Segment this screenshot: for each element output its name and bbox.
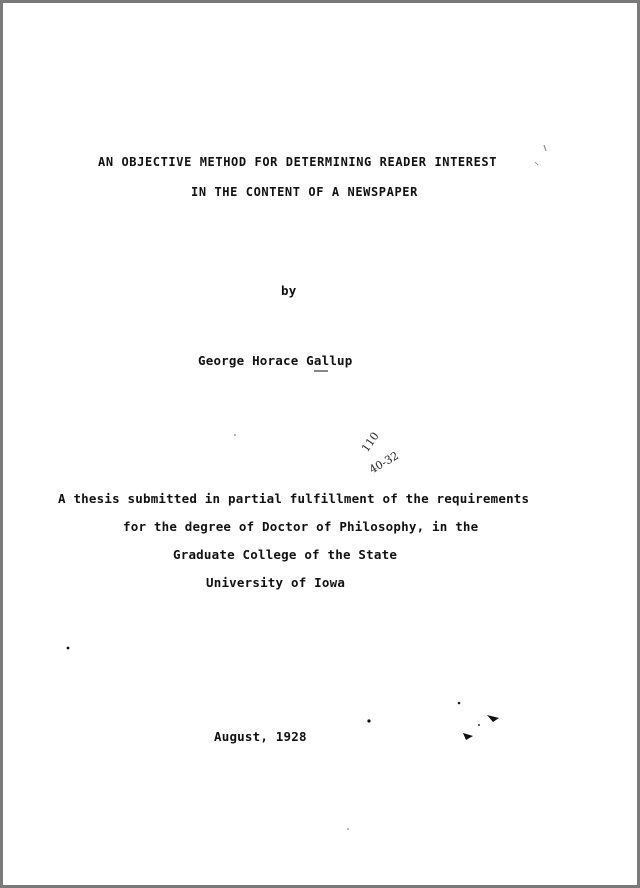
ink-blot xyxy=(463,733,473,740)
date-line: August, 1928 xyxy=(214,729,307,744)
ink-speck xyxy=(67,647,70,650)
handwritten-note-top: 110 xyxy=(359,429,382,455)
thesis-line-1: A thesis submitted in partial fulfillment of the requirements xyxy=(58,491,530,506)
ink-blot xyxy=(487,715,499,722)
thesis-line-4: University of Iowa xyxy=(206,575,346,590)
ink-speck xyxy=(367,719,370,722)
pencil-mark xyxy=(544,145,546,151)
title-line-2: IN THE CONTENT OF A NEWSPAPER xyxy=(191,185,418,199)
thesis-line-2: for the degree of Doctor of Philosophy, in the xyxy=(123,519,479,534)
title-line-1: AN OBJECTIVE METHOD FOR DETERMINING READER INTEREST xyxy=(98,155,498,169)
author-name: George Horace Gallup xyxy=(198,353,353,368)
ink-speck xyxy=(234,434,236,436)
ink-speck xyxy=(458,702,461,705)
scan-marks xyxy=(3,3,637,885)
ink-speck xyxy=(347,828,349,830)
pencil-mark xyxy=(535,162,538,165)
thesis-line-3: Graduate College of the State xyxy=(173,547,398,562)
handwritten-note-bottom: 40-32 xyxy=(367,449,401,477)
ink-speck xyxy=(478,724,480,726)
by-line: by xyxy=(281,283,297,298)
